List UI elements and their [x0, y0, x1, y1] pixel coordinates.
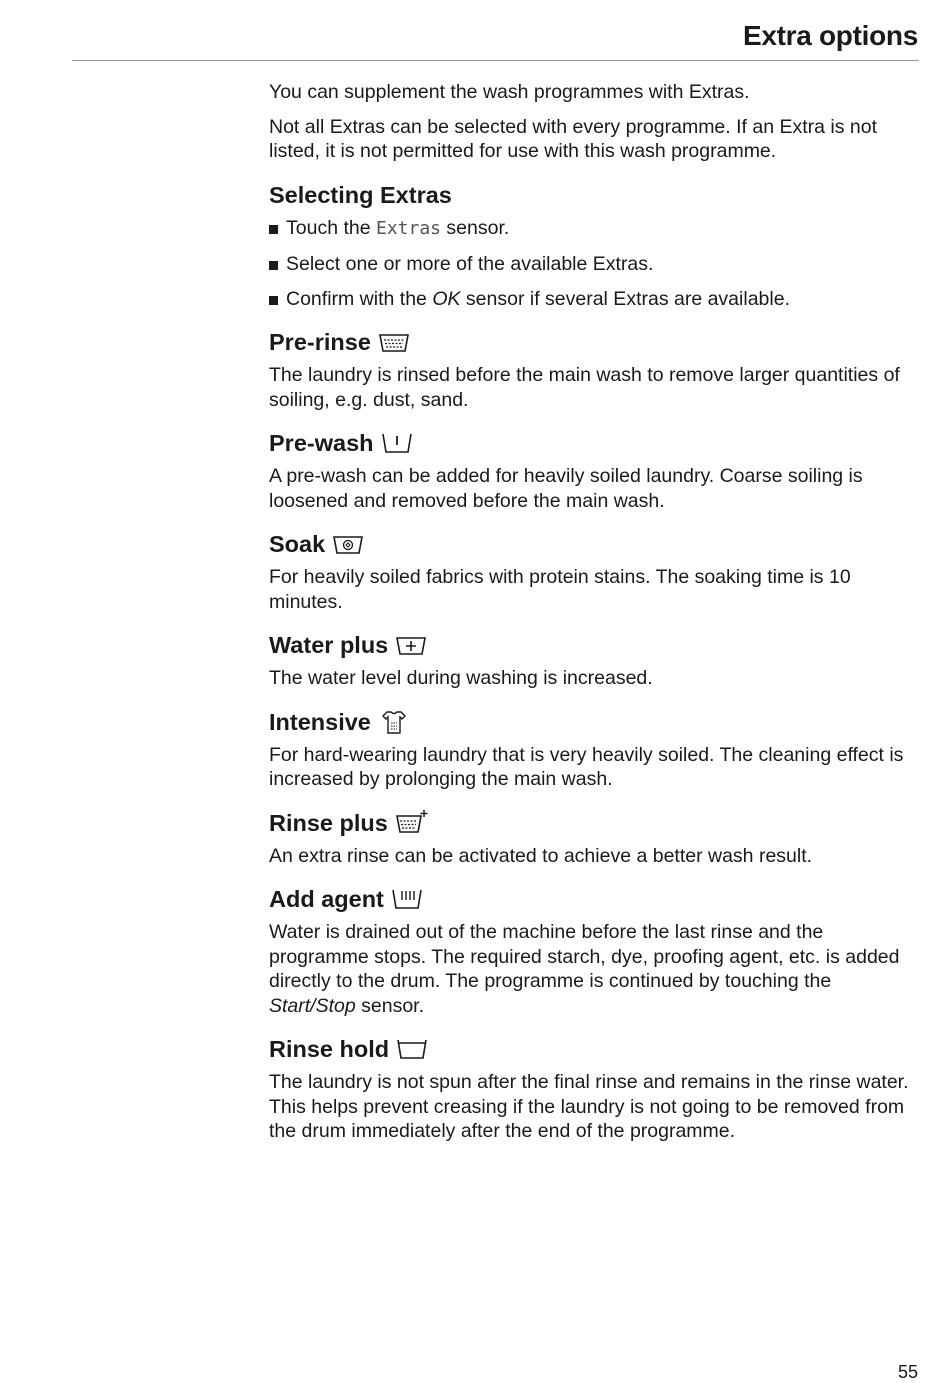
intro-paragraph: Not all Extras can be selected with every programme. If an Extra is not listed, it is not permitted for use with this wash programme.	[269, 115, 878, 162]
pre-rinse-icon	[377, 328, 411, 356]
water-plus-icon	[394, 631, 428, 659]
water-plus-description: The water level during washing is increased.	[269, 667, 653, 689]
step-item: Touch the Extras sensor.	[269, 216, 914, 242]
header-divider	[72, 60, 919, 61]
soak-description: For heavily soiled fabrics with protein stains. The soaking time is 10 minutes.	[269, 566, 851, 613]
pre-wash-description: A pre-wash can be added for heavily soiled laundry. Coarse soiling is loosened and removed before the main wash.	[269, 465, 863, 512]
water-plus-heading: Water plus	[269, 630, 914, 660]
ok-sensor-label: OK	[432, 287, 461, 310]
add-agent-description: Water is drained out of the machine before the last rinse and the programme stops. The required starch, dye, proofing agent, etc. is added directly to the drum. The programme is continued by touching the Start/Stop sensor.	[269, 921, 900, 1017]
pre-rinse-description: The laundry is rinsed before the main wash to remove larger quantities of soiling, e.g. dust, sand.	[269, 364, 900, 411]
intensive-heading: Intensive	[269, 707, 914, 737]
page-title: Extra options	[742, 20, 918, 51]
step-item: Confirm with the OK sensor if several Extras are available.	[269, 287, 914, 312]
soak-heading: Soak	[269, 529, 914, 559]
rinse-plus-heading: Rinse plus	[269, 808, 914, 838]
pre-wash-icon	[380, 429, 414, 457]
rinse-plus-icon	[394, 809, 428, 837]
rinse-hold-icon	[395, 1035, 429, 1063]
pre-rinse-heading: Pre-rinse	[269, 327, 914, 357]
start-stop-sensor-label: Start/Stop	[269, 994, 356, 1017]
add-agent-icon	[390, 885, 424, 913]
extras-sensor-label: Extras	[375, 217, 442, 239]
step-item: Select one or more of the available Extras.	[269, 252, 914, 277]
page-number: 55	[897, 1362, 918, 1382]
selecting-steps	[269, 216, 914, 312]
intensive-description: For hard-wearing laundry that is very heavily soiled. The cleaning effect is increased by prolonging the main wash.	[269, 743, 904, 790]
intensive-icon	[377, 708, 411, 736]
soak-icon	[331, 530, 365, 558]
rinse-hold-description: The laundry is not spun after the final rinse and remains in the rinse water. This helps prevent creasing if the laundry is not going to be removed from the drum immediately after the end of the programme.	[269, 1071, 909, 1142]
main-content	[269, 80, 914, 1154]
add-agent-heading: Add agent	[269, 884, 914, 914]
rinse-hold-heading: Rinse hold	[269, 1034, 914, 1064]
rinse-plus-description: An extra rinse can be activated to achieve a better wash result.	[269, 844, 813, 867]
intro-paragraph: You can supplement the wash programmes with Extras.	[269, 81, 750, 103]
selecting-extras-heading: Selecting Extras	[269, 181, 452, 208]
pre-wash-heading: Pre-wash	[269, 428, 914, 458]
